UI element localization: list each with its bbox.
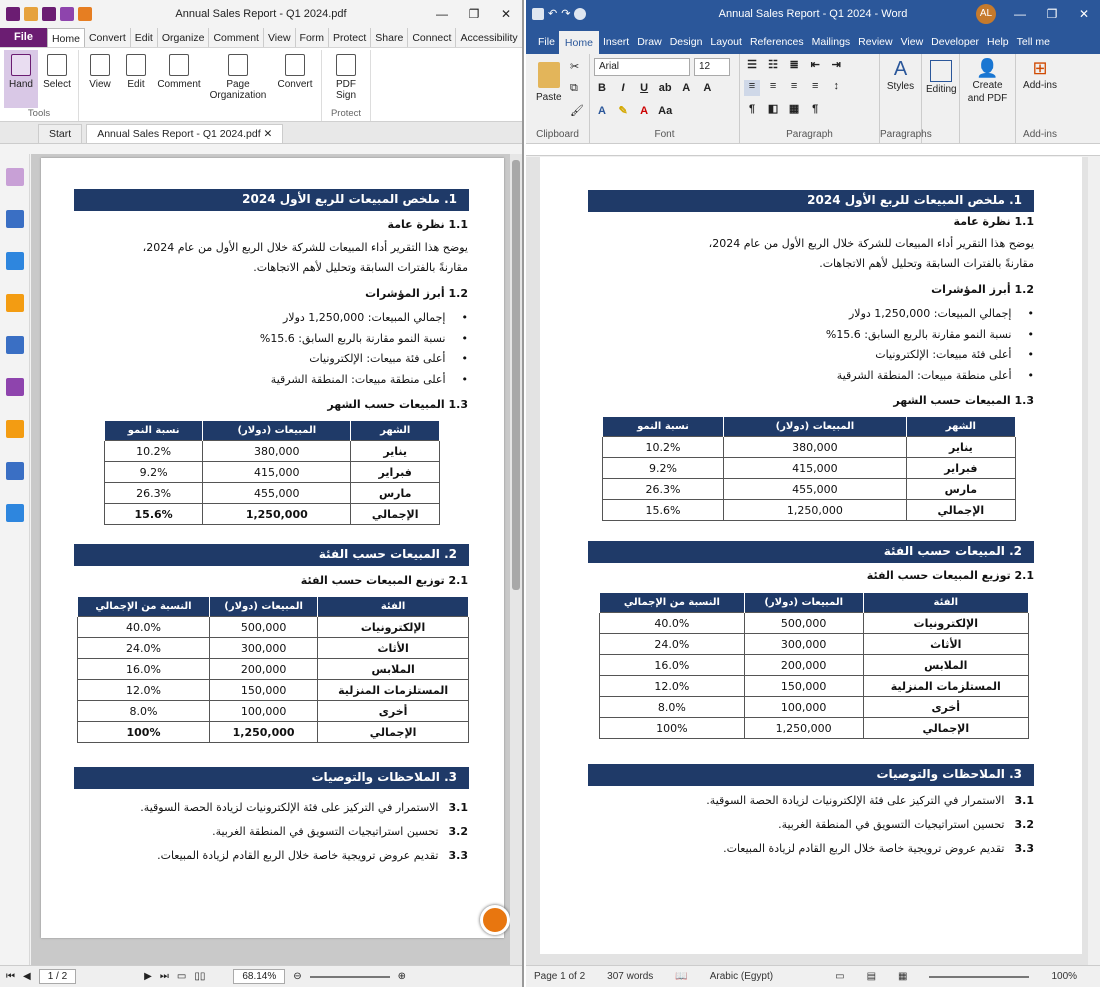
table-row: الملابس 200,000 16.0% (600, 655, 1029, 676)
section-3-heading: 3. الملاحظات والتوصيات (74, 767, 469, 789)
language-indicator[interactable]: Arabic (Egypt) (709, 971, 774, 982)
comment-icon (169, 54, 189, 76)
rtl-icon[interactable]: ¶ (748, 103, 756, 115)
word-document-area[interactable] (526, 157, 1100, 965)
email-icon[interactable] (78, 7, 92, 21)
tab-help[interactable]: Help (987, 36, 1009, 48)
addins-button[interactable]: Add-ins (1023, 80, 1057, 91)
pdf-tab-strip (0, 122, 522, 144)
table-row: المستلزمات المنزلية 150,000 12.0% (78, 680, 469, 701)
tab-document[interactable]: Annual Sales Report - Q1 2024.pdf ✕ (86, 124, 283, 143)
zoom-slider[interactable] (929, 976, 1029, 978)
font-name-select[interactable]: Arial (594, 58, 690, 76)
grow-font-icon[interactable]: A (682, 82, 691, 94)
table-row: الإلكترونيات 500,000 40.0% (600, 613, 1029, 634)
minimize-button[interactable]: — (1014, 7, 1026, 21)
list-item: • إجمالي المبيعات: 1,250,000 دولار (826, 304, 1034, 325)
table-row: مارس 455,000 26.3% (603, 479, 1016, 500)
pdf-title-bar (0, 0, 522, 28)
zoom-slider[interactable] (310, 976, 390, 978)
touch-mode-icon[interactable] (574, 8, 586, 20)
pdf-viewer[interactable] (31, 154, 522, 965)
format-painter-icon[interactable]: 🖌 (570, 105, 584, 117)
page-organization-button[interactable]: Page Organization (205, 50, 271, 108)
hand-icon (11, 54, 31, 76)
protect-group-label: Protect (330, 108, 362, 119)
focus-mode-icon[interactable]: ▭ (835, 971, 845, 982)
list-item: 3.1الاستمرار في التركيز على فئة الإلكترونيات لزيادة الحصة السوقية. (706, 794, 1034, 807)
pdf-ribbon (0, 48, 522, 122)
zoom-level[interactable]: 68.14% (233, 969, 285, 984)
paste-button[interactable]: Paste (536, 92, 562, 103)
word-quick-access (526, 7, 586, 21)
tab-mailings[interactable]: Mailings (811, 36, 851, 48)
tab-start[interactable]: Start (38, 124, 82, 143)
word-vertical-scrollbar[interactable] (1088, 157, 1100, 965)
zoom-in-icon[interactable]: ⊕ (397, 971, 407, 982)
addins-group: ⊞ Add-ins Add-ins (1016, 54, 1064, 143)
tools-group (0, 50, 79, 121)
zoom-out-icon[interactable]: ⊖ (293, 971, 302, 982)
assistant-icon[interactable] (480, 905, 510, 935)
list-item: • أعلى منطقة مبيعات: المنطقة الشرقية (260, 370, 468, 391)
cut-icon[interactable]: ✂ (570, 61, 580, 73)
layers-icon[interactable] (6, 252, 24, 270)
pdf-menu-bar (0, 28, 522, 48)
addins-icon[interactable]: ⊞ (1032, 58, 1048, 78)
tools-group-label: Tools (27, 108, 51, 119)
tab-home[interactable]: Home (559, 31, 599, 54)
signature-panel-icon[interactable] (6, 504, 24, 522)
undo-icon[interactable]: ↶ (548, 8, 558, 20)
word-page (540, 157, 1082, 954)
section-2-heading: 2. المبيعات حسب الفئة (588, 541, 1034, 563)
italic-icon[interactable]: I (621, 82, 625, 94)
list-item: • أعلى فئة مبيعات: الإلكترونيات (260, 349, 468, 370)
hand-tool-button[interactable]: Hand (4, 50, 38, 108)
list-item: • إجمالي المبيعات: 1,250,000 دولار (260, 308, 468, 329)
tab-developer[interactable]: Developer (931, 36, 980, 48)
pages-panel-icon[interactable] (6, 168, 24, 186)
pdf-side-panel (0, 154, 30, 965)
table-row: الإجمالي 1,250,000 15.6% (105, 504, 440, 525)
find-icon[interactable] (930, 60, 952, 82)
section-1-heading: 1. ملخص المبيعات للربع الأول 2024 (74, 189, 469, 211)
list-item: • نسبة النمو مقارنة بالربع السابق: 15.6% (260, 329, 468, 350)
styles-button[interactable]: Styles (886, 81, 915, 92)
proofing-icon[interactable]: 📖 (675, 971, 688, 982)
align-right-icon[interactable]: ≡ (790, 80, 798, 92)
table-row: الملابس 200,000 16.0% (78, 659, 469, 680)
app-logo-icon (6, 7, 20, 21)
table-row: فبراير 415,000 9.2% (603, 458, 1016, 479)
minimize-button[interactable]: — (436, 7, 448, 21)
menu-form[interactable]: Form (296, 28, 330, 47)
print-icon[interactable] (60, 7, 74, 21)
table-row: أخرى 100,000 8.0% (600, 697, 1029, 718)
attachment-icon[interactable] (6, 336, 24, 354)
strikethrough-icon[interactable]: ab (658, 82, 672, 94)
list-item: • أعلى منطقة مبيعات: المنطقة الشرقية (826, 366, 1034, 387)
word-title-bar (526, 0, 1100, 28)
shading-icon[interactable]: ◧ (767, 103, 779, 115)
prev-page-icon[interactable]: ◀ (23, 971, 31, 982)
save-icon[interactable] (532, 8, 544, 20)
font-color-icon[interactable]: A (640, 105, 649, 117)
styles-icon[interactable]: A (893, 58, 908, 80)
comments-panel-icon[interactable] (6, 294, 24, 312)
show-marks-icon[interactable]: ¶ (812, 103, 819, 115)
pdf-quick-access (0, 7, 92, 21)
overview-paragraph: يوضح هذا التقرير أداء المبيعات للشركة خلال الربع الأول من عام 2024، مقارنةً بالفترات السابقة وتحليل لأهم الاتجاهات. (142, 241, 468, 274)
section-1-heading: 1. ملخص المبيعات للربع الأول 2024 (588, 190, 1034, 212)
table-row: الأثاث 300,000 24.0% (78, 638, 469, 659)
tab-review[interactable]: Review (858, 36, 893, 48)
subsection-1-1: 1.1 نظرة عامة (953, 215, 1034, 228)
align-center-icon[interactable]: ≡ (769, 80, 777, 92)
tell-me-search[interactable]: Tell me (1016, 36, 1050, 48)
protect-group (322, 50, 371, 121)
create-pdf-button[interactable]: Create and PDF (967, 80, 1008, 104)
line-spacing-icon[interactable]: ↕ (833, 80, 839, 92)
tab-file[interactable]: File (538, 36, 555, 48)
select-cursor-icon (47, 54, 67, 76)
scrollbar-thumb[interactable] (512, 160, 520, 590)
editing-group (922, 54, 960, 143)
pdf-status-bar (0, 965, 522, 987)
close-button[interactable]: ✕ (500, 7, 512, 21)
pdf-vertical-scrollbar[interactable] (510, 154, 522, 965)
table-row: الإجمالي 1,250,000 15.6% (603, 500, 1016, 521)
page-icon (228, 54, 248, 76)
edit-icon (126, 54, 146, 76)
numbering-icon[interactable]: ☷ (768, 59, 778, 71)
font-group: Arial 12 B I U ab A A A ✎ A Aa Font (590, 54, 740, 143)
increase-indent-icon[interactable]: ⇥ (831, 59, 841, 71)
menu-home[interactable]: Home (47, 28, 85, 47)
list-item: • أعلى فئة مبيعات: الإلكترونيات (826, 345, 1034, 366)
align-left-icon[interactable]: ≡ (744, 80, 760, 96)
thumbnails-icon[interactable] (6, 210, 24, 228)
view-button[interactable]: View (83, 50, 117, 108)
menu-help[interactable] (523, 28, 524, 47)
multilevel-list-icon[interactable]: ≣ (789, 59, 799, 71)
bold-icon[interactable]: B (598, 82, 606, 94)
table-row: الإجمالي 1,250,000 100% (78, 722, 469, 743)
recommendations-list (706, 789, 1034, 861)
bullets-icon[interactable]: ☰ (747, 59, 757, 71)
table-row: المستلزمات المنزلية 150,000 12.0% (600, 676, 1029, 697)
word-window (526, 0, 1100, 987)
subsection-1-3: 1.3 المبيعات حسب الشهر (327, 398, 468, 411)
menu-view[interactable]: View (264, 28, 296, 47)
lock-icon[interactable] (6, 420, 24, 438)
view-edit-group (79, 50, 322, 121)
table-row: أخرى 100,000 8.0% (78, 701, 469, 722)
tab-draw[interactable]: Draw (637, 36, 662, 48)
menu-file[interactable]: File (0, 28, 47, 47)
form-fields-icon[interactable] (6, 462, 24, 480)
table-row: مارس 455,000 26.3% (105, 483, 440, 504)
convert-button[interactable]: Convert (273, 50, 317, 108)
list-item: 3.1الاستمرار في التركيز على فئة الإلكترونيات لزيادة الحصة السوقية. (140, 801, 468, 814)
table-row: يناير 380,000 10.2% (105, 441, 440, 462)
first-page-icon[interactable]: ⏮ (6, 971, 15, 982)
save-icon[interactable] (42, 7, 56, 21)
key-indicators-list (260, 308, 468, 390)
pdf-editor-window (0, 0, 524, 987)
list-item: 3.3تقديم عروض ترويجية خاصة خلال الربع القادم لزيادة المبيعات. (723, 842, 1034, 855)
pdf-page (41, 158, 504, 938)
convert-icon (285, 54, 305, 76)
select-tool-button[interactable]: Select (40, 50, 74, 108)
word-count[interactable]: 307 words (607, 971, 654, 982)
recommendations-list (140, 796, 468, 868)
menu-accessibility[interactable]: Accessibility (456, 28, 522, 47)
tab-layout[interactable]: Layout (710, 36, 742, 48)
table-row: فبراير 415,000 9.2% (105, 462, 440, 483)
last-page-icon[interactable]: ⏭ (159, 971, 169, 982)
justify-icon[interactable]: ≡ (811, 80, 819, 92)
word-ribbon (526, 54, 1100, 144)
menu-connect[interactable]: Connect (408, 28, 456, 47)
section-2-heading: 2. المبيعات حسب الفئة (74, 544, 469, 566)
overview-paragraph: يوضح هذا التقرير أداء المبيعات للشركة خلال الربع الأول من عام 2024، مقارنةً بالفترات السابقة وتحليل لأهم الاتجاهات. (708, 237, 1034, 270)
change-case-icon[interactable]: Aa (658, 105, 673, 117)
page-count[interactable]: Page 1 of 2 (534, 971, 586, 982)
close-tab-icon[interactable]: ✕ (263, 128, 273, 140)
copy-icon[interactable]: ⧉ (570, 82, 578, 94)
subsection-1-3: 1.3 المبيعات حسب الشهر (893, 394, 1034, 407)
pdf-window-title: Annual Sales Report - Q1 2024.pdf (175, 8, 347, 20)
subsection-1-2: 1.2 أبرز المؤشرات (365, 287, 468, 300)
category-sales-table: الفئة المبيعات (دولار) النسبة من الإجمالي الإلكترونيات 500,000 40.0% الأثاث 300,000 24.0% الملابس 200,000 16.0% المستلزمات المنزلية 150,000 12.0% أخرى 100,000 8.0% الإجمالي 1,250,000 100% (77, 596, 469, 743)
magnifier-icon (90, 54, 110, 76)
tab-view[interactable]: View (900, 36, 924, 48)
stamp-icon[interactable] (6, 378, 24, 396)
word-status-bar (526, 965, 1100, 987)
text-effects-icon[interactable]: A (598, 105, 606, 117)
paragraph-group: ☰ ☷ ≣ ⇤ ⇥ ≡ ≡ ≡ ≡ ↕ ¶ ◧ ▦ ¶ Paragraph (740, 54, 880, 143)
menu-organize[interactable]: Organize (158, 28, 210, 47)
menu-convert[interactable]: Convert (85, 28, 131, 47)
acrobat-group (960, 54, 1016, 143)
borders-icon[interactable]: ▦ (788, 103, 800, 115)
table-row: يناير 380,000 10.2% (603, 437, 1016, 458)
web-layout-icon[interactable]: ▦ (898, 971, 908, 982)
menu-comment[interactable]: Comment (209, 28, 264, 47)
word-zoom-level[interactable]: 100% (1051, 971, 1078, 982)
word-window-title: Annual Sales Report - Q1 2024 - Word (718, 8, 908, 20)
clear-format-icon[interactable]: A (703, 82, 712, 94)
list-item: 3.3تقديم عروض ترويجية خاصة خلال الربع القادم لزيادة المبيعات. (157, 849, 468, 862)
horizontal-ruler[interactable] (526, 144, 1100, 156)
avatar[interactable]: AL (976, 4, 996, 24)
menu-edit[interactable]: Edit (131, 28, 158, 47)
pdf-sign-button[interactable]: PDF Sign (326, 50, 366, 108)
key-indicators-list (826, 304, 1034, 386)
editing-button[interactable]: Editing (926, 84, 957, 95)
maximize-button[interactable]: ❐ (468, 7, 480, 21)
table-row: الإجمالي 1,250,000 100% (600, 718, 1029, 739)
list-item: • نسبة النمو مقارنة بالربع السابق: 15.6% (826, 325, 1034, 346)
clipboard-group: Paste ✂ ⧉ 🖌 Clipboard (526, 54, 590, 143)
redo-icon[interactable]: ↷ (561, 8, 571, 20)
list-item: 3.2تحسين استراتيجيات التسويق في المنطقة الغربية. (778, 818, 1034, 831)
category-sales-table: الفئة المبيعات (دولار) النسبة من الإجمالي الإلكترونيات 500,000 40.0% الأثاث 300,000 24.0% الملابس 200,000 16.0% المستلزمات المنزلية 150,000 12.0% أخرى 100,000 8.0% الإجمالي 1,250,000 100% (599, 592, 1029, 739)
subsection-2-1: 2.1 توزيع المبيعات حسب الفئة (300, 574, 468, 587)
menu-share[interactable]: Share (371, 28, 408, 47)
subsection-1-1: 1.1 نظرة عامة (387, 218, 468, 231)
comment-button[interactable]: Comment (155, 50, 203, 108)
single-page-icon[interactable]: ▭ (176, 971, 187, 982)
table-row: الأثاث 300,000 24.0% (600, 634, 1029, 655)
close-button[interactable]: ✕ (1078, 7, 1090, 21)
underline-icon[interactable]: U (640, 82, 649, 94)
subsection-1-2: 1.2 أبرز المؤشرات (931, 283, 1034, 296)
next-page-icon[interactable]: ▶ (144, 971, 152, 982)
page-number-input[interactable]: 1 / 2 (39, 969, 76, 984)
monthly-sales-table: الشهر المبيعات (دولار) نسبة النمو يناير 380,000 10.2% فبراير 415,000 9.2% مارس 455,000 26.3% الإجمالي 1,250,000 15.6% (602, 416, 1016, 521)
decrease-indent-icon[interactable]: ⇤ (810, 59, 820, 71)
edit-button[interactable]: Edit (119, 50, 153, 108)
create-pdf-icon[interactable]: 👤 (976, 58, 999, 78)
two-page-icon[interactable]: ▯▯ (194, 971, 206, 982)
tab-references[interactable]: References (749, 36, 804, 48)
print-layout-icon[interactable]: ▤ (866, 971, 877, 982)
list-item: 3.2تحسين استراتيجيات التسويق في المنطقة الغربية. (212, 825, 468, 838)
styles-group: A Styles Paragraphs (880, 54, 922, 143)
open-folder-icon[interactable] (24, 7, 38, 21)
section-3-heading: 3. الملاحظات والتوصيات (588, 764, 1034, 786)
font-size-select[interactable]: 12 (694, 58, 730, 76)
pen-icon (336, 54, 356, 76)
highlight-icon[interactable]: ✎ (618, 105, 628, 117)
paste-icon[interactable] (538, 62, 560, 88)
menu-protect[interactable]: Protect (329, 28, 371, 47)
monthly-sales-table: الشهر المبيعات (دولار) نسبة النمو يناير 380,000 10.2% فبراير 415,000 9.2% مارس 455,000 26.3% الإجمالي 1,250,000 15.6% (104, 420, 440, 525)
subsection-2-1: 2.1 توزيع المبيعات حسب الفئة (866, 569, 1034, 582)
restore-button[interactable]: ❐ (1046, 7, 1058, 21)
word-ribbon-tabs (526, 28, 1100, 54)
table-row: الإلكترونيات 500,000 40.0% (78, 617, 469, 638)
tab-insert[interactable]: Insert (602, 36, 630, 48)
tab-design[interactable]: Design (669, 36, 703, 48)
